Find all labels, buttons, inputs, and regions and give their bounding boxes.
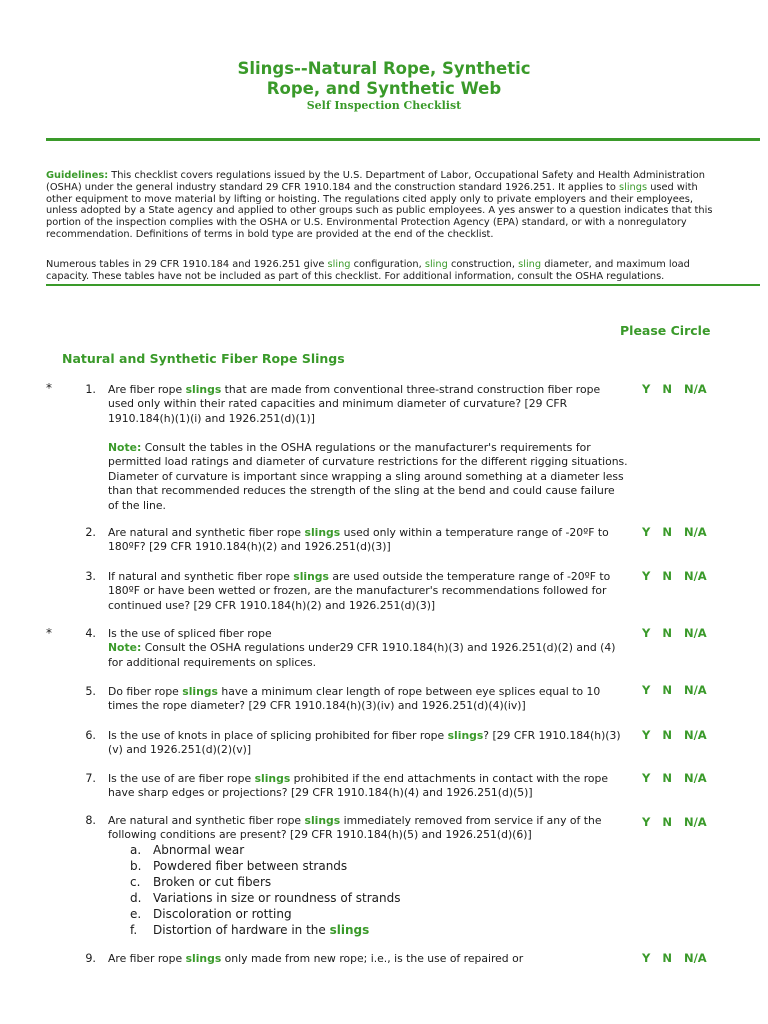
header-divider (46, 138, 760, 141)
critical-star: * (46, 381, 52, 395)
answer-yes[interactable]: Y (642, 382, 651, 396)
answer-yes[interactable]: Y (642, 525, 651, 539)
answer-yes[interactable]: Y (642, 771, 651, 785)
condition-list (130, 842, 400, 938)
answer-no[interactable]: N (662, 626, 672, 640)
section-title: Natural and Synthetic Fiber Rope Slings (62, 351, 345, 366)
list-item: f. Distortion of hardware in the slings (130, 923, 370, 937)
question-text: Are natural and synthetic fiber rope slings immediately removed from service if any of the following conditions are present? [29 CFR 1910.184(h)(5) and 1926.251(d)(6)] (108, 814, 602, 842)
answer-no[interactable]: N (662, 771, 672, 785)
answer-na[interactable]: N/A (683, 626, 707, 640)
answer-yes[interactable]: Y (642, 815, 651, 829)
list-item: c. Broken or cut fibers (130, 875, 272, 889)
answer-choices[interactable] (642, 382, 722, 396)
question-note: Note: Consult the tables in the OSHA regulations or the manufacturer's requirements for permitted load ratings and diameter of curvature restrictions for the different rigging situations. Diameter of curvature is important since wrapping a sling around something at a diameter less than that recommended reduces the strength of the sling at the bend and could cause failure of the line. (108, 441, 628, 512)
question-text: Do fiber rope slings have a minimum clear length of rope between eye splices equal to 10 times the rope diameter? [29 CFR 1910.184(h)(3)(iv) and 1926.251(d)(4)(iv)] (108, 685, 601, 713)
answer-yes[interactable]: Y (642, 683, 651, 697)
guidelines-label: Guidelines: (46, 170, 109, 181)
answer-na[interactable]: N/A (683, 525, 707, 539)
answer-choices[interactable] (642, 951, 722, 965)
guidelines-divider (46, 284, 760, 286)
question-text: If natural and synthetic fiber rope slings are used outside the temperature range of -20ºF to 180ºF or have been wetted or frozen, are the manufacturer's recommendations followed for continued use? [29 CFR 1910.184(h)(2) and 1926.251(d)(3)] (108, 570, 611, 612)
question-number: 1. (85, 383, 96, 396)
answer-no[interactable]: N (662, 382, 672, 396)
answer-choices[interactable] (642, 626, 722, 640)
page-title-line-2: Rope, and Synthetic Web (266, 79, 502, 98)
guidelines-text: This checklist covers regulations issued by the U.S. Department of Labor, Occupational Safety and Health Administration (OSHA) under the general industry standard 29 CFR 1910.184 and the construction standard 1926.251. It applies to (46, 170, 705, 193)
please-circle-label: Please Circle (620, 323, 711, 338)
question-number: 8. (85, 814, 96, 827)
list-item: b. Powdered fiber between strands (130, 859, 348, 873)
question-text: Is the use of knots in place of splicing prohibited for fiber rope slings? [29 CFR 1910.184(h)(3)(v) and 1926.251(d)(2)(v)] (108, 729, 621, 757)
answer-na[interactable]: N/A (683, 951, 707, 965)
question-text: Is the use of are fiber rope slings prohibited if the end attachments in contact with the rope have sharp edges or projections? [29 CFR 1910.184(h)(4) and 1926.251(d)(5)] (108, 772, 609, 800)
answer-choices[interactable] (642, 771, 722, 785)
question-number: 3. (85, 570, 96, 583)
question-number: 9. (85, 952, 96, 965)
question-number: 7. (85, 772, 96, 785)
answer-na[interactable]: N/A (683, 728, 707, 742)
answer-na[interactable]: N/A (683, 815, 707, 829)
answer-choices[interactable] (642, 728, 722, 742)
answer-yes[interactable]: Y (642, 626, 651, 640)
tables-keyword-1: sling (327, 259, 351, 270)
question-number: 2. (85, 526, 96, 539)
question-number: 6. (85, 729, 96, 742)
question-text: Are fiber rope slings only made from new rope; i.e., is the use of repaired or (108, 952, 524, 965)
list-item: d. Variations in size or roundness of strands (130, 891, 401, 905)
guidelines-paragraph (46, 170, 724, 241)
answer-na[interactable]: N/A (683, 569, 707, 583)
answer-yes[interactable]: Y (642, 951, 651, 965)
question-text: Is the use of spliced fiber rope Note: Consult the OSHA regulations under29 CFR 1910.184(h)(3) and 1926.251(d)(2) and (4) for additional requirements on splices. (108, 627, 616, 669)
tables-text-2: configuration, (350, 259, 425, 270)
question-text: Are natural and synthetic fiber rope slings used only within a temperature range of -20ºF to 180ºF? [29 CFR 1910.184(h)(2) and 1926.251(d)(3)] (108, 526, 609, 554)
answer-na[interactable]: N/A (683, 771, 707, 785)
answer-choices[interactable] (642, 569, 722, 583)
answer-na[interactable]: N/A (683, 382, 707, 396)
page-subtitle: Self Inspection Checklist (306, 99, 462, 112)
answer-no[interactable]: N (662, 683, 672, 697)
question-number: 5. (85, 685, 96, 698)
answer-no[interactable]: N (662, 525, 672, 539)
question-text: Are fiber rope slings that are made from conventional three-strand construction fiber rope used only within their rated capacities and minimum diameter of curvature? [29 CFR 1910.184(h)(1)(i) and 1926.251(d)(1)] (108, 383, 601, 425)
list-item: e. Discoloration or rotting (130, 907, 292, 921)
guidelines-text-cont: used with other equipment to move material by lifting or hoisting. The regulations cited apply only to private employers and their employees, unless adopted by a State agency and applied to other groups such as public employees. A yes answer to a question indicates that this portion of the inspection complies with the OSHA or U.S. Environmental Protection Agency (EPA) standard, or with a nonregulatory recommendation. Definitions of terms in bold type are provided at the end of the checklist. (46, 181, 713, 240)
tables-keyword-2: sling (424, 259, 448, 270)
answer-no[interactable]: N (662, 951, 672, 965)
answer-choices[interactable] (642, 683, 722, 697)
tables-text-3: construction, (447, 259, 519, 270)
tables-text-4: diameter, and maximum load capacity. These tables have not be included as part of this checklist. For additional information, consult the OSHA regulations. (46, 259, 690, 282)
answer-no[interactable]: N (662, 815, 672, 829)
answer-na[interactable]: N/A (683, 683, 707, 697)
tables-paragraph (46, 259, 724, 283)
question-number: 4. (85, 627, 96, 640)
page-title-line-1: Slings--Natural Rope, Synthetic (237, 59, 531, 78)
tables-text: Numerous tables in 29 CFR 1910.184 and 1926.251 give (46, 259, 328, 270)
tables-keyword-3: sling (518, 259, 542, 270)
guidelines-keyword: slings (619, 181, 648, 193)
answer-choices[interactable] (642, 525, 722, 539)
answer-choices[interactable] (642, 815, 722, 829)
answer-no[interactable]: N (662, 569, 672, 583)
list-item: a. Abnormal wear (130, 843, 245, 857)
critical-star: * (46, 626, 52, 640)
answer-no[interactable]: N (662, 728, 672, 742)
answer-yes[interactable]: Y (642, 728, 651, 742)
answer-yes[interactable]: Y (642, 569, 651, 583)
